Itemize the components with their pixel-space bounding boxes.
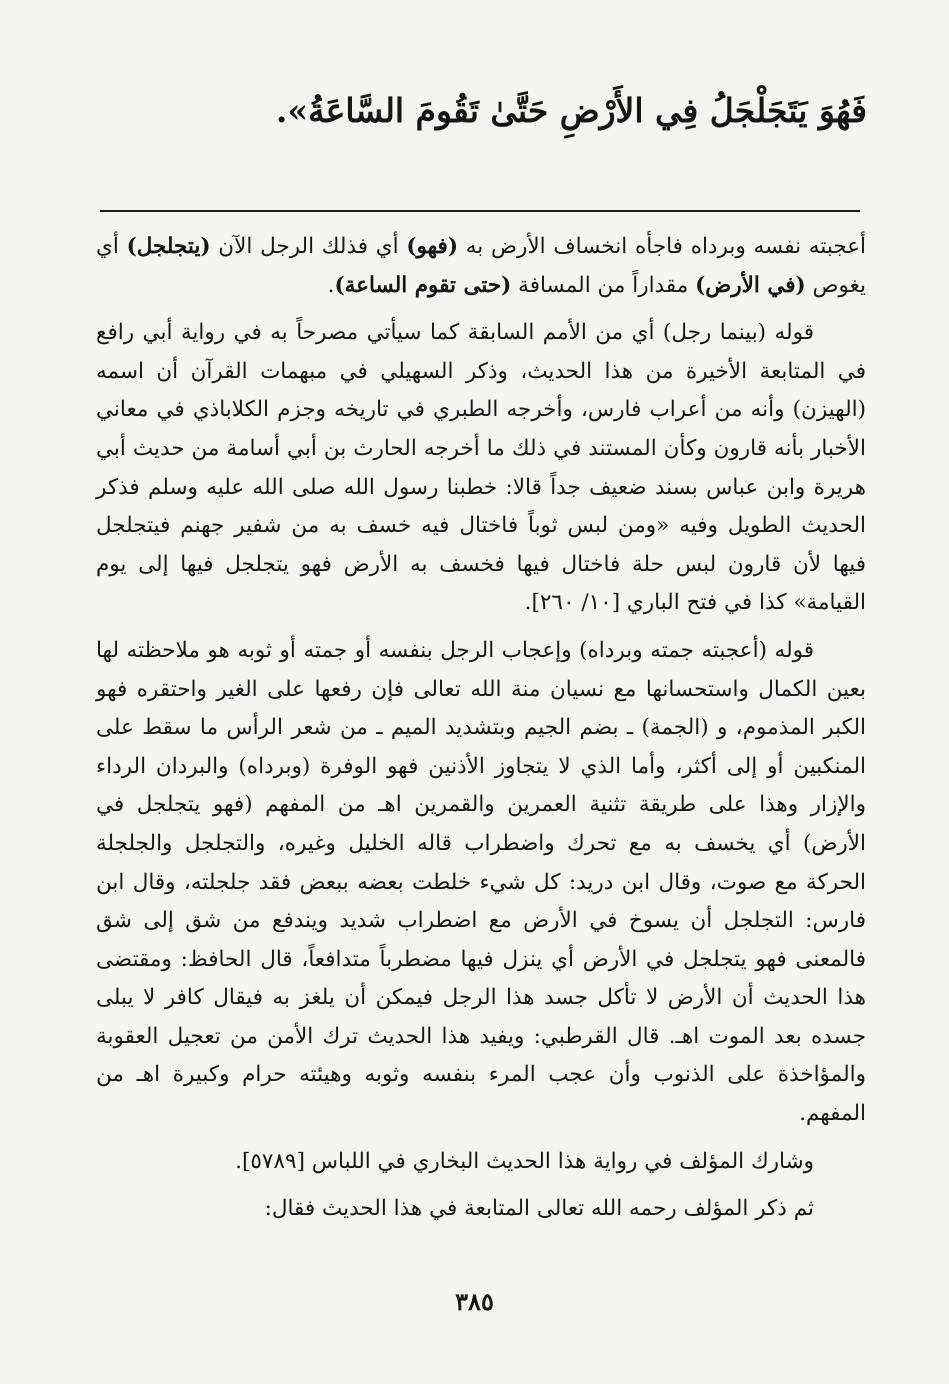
- paragraph-5: ثم ذكر المؤلف رحمه الله تعالى المتابعة في هذا الحديث فقال:: [264, 1196, 814, 1222]
- text-span: .: [327, 272, 335, 298]
- paragraph-2: قوله (بينما رجل) أي من الأمم السابقة كما سيأتي مصرحاً به في رواية أبي رافع في المتابعة الأخيرة من هذا الحديث، وذكر السهيلي في مبهمات القرآن أن اسمه (الهيزن) وأنه من أعراب فارس، وأخرجه الطبري في تاريخه وجزم الكلاباذي في معاني الأخبار بأنه قارون وكأن المستند في ذلك ما أخرجه الحارث بن أبي أسامة من حديث أبي هريرة وابن عباس بسند ضعيف جداً قالا: خطبنا رسول الله صلى الله عليه وسلم فذكر الحديث الطويل وفيه «ومن لبس ثوباً فاختال فيه خسف به من شفير جهنم فيتجلجل فيها لأن قارون لبس حلة فاختال فيها فخسف به الأرض فهو يتجلجل فيها إلى يوم القيامة» كذا في فتح الباري [١٠/ ٢٦٠].: [96, 320, 867, 616]
- paragraph-1: [96, 228, 866, 305]
- page-number: ٣٨٥: [455, 1287, 494, 1316]
- paragraph-3: قوله (أعجبته جمته وبرداه) وإعجاب الرجل بنفسه أو جمته أو ثوبه هو ملاحظته لها بعين الكمال واستحسانها مع نسيان منة الله تعالى فإن رفعها على الغير واحتقره فهو الكبر المذموم، و (الجمة) ـ بضم الجيم وبتشديد الميم ـ من شعر الرأس ما سقط على المنكبين أو إلى أكثر، وأما الذي لا يتجاوز الأذنين فهو الوفرة (وبرداه) والبردان الرداء والإزار وهذا على طريقة تثنية العمرين والقمرين اهـ من المفهم (فهو يتجلجل في الأرض) أي يخسف به مع تحرك واضطراب قاله الخليل وغيره، والتجلجل والجلجلة الحركة مع صوت، وقال ابن دريد: كل شيء خلطت بعضه ببعض فقد جلجلته، وقال ابن فارس: التجلجل أن يسوخ في الأرض مع اضطراب شديد ويندفع من شق إلى شق فالمعنى فهو يتجلجل في الأرض أي ينزل فيها مضطرباً متدافعاً، قال الحافظ: ومقتضى هذا الحديث أن الأرض لا تأكل جسد هذا الرجل فيمكن أن يلغز به فيقال كافر لا يبلى جسده بعد الموت اهـ. قال القرطبي: ويفيد هذا الحديث ترك الأمن من تعجيل العقوبة والمؤاخذة على الذنوب وأن عجب المرء بنفسه وثوبه وهيئته حرام وكبيرة اهـ من المفهم.: [96, 637, 866, 1127]
- text-span: أي فذلك الرجل الآن: [210, 234, 407, 259]
- hadith-text-heading: فَهُوَ يَتَجَلْجَلُ فِي الأَرْضِ حَتَّىٰ تَقُومَ السَّاعَةُ».: [275, 91, 867, 130]
- bold-term: (في الأرض): [695, 272, 806, 298]
- separator-rule: [100, 210, 860, 212]
- bold-term: (حتى تقوم الساعة): [334, 272, 512, 298]
- text-span: أي يغوص: [96, 234, 866, 298]
- paragraph-4: وشارك المؤلف في رواية هذا الحديث البخاري في اللباس [٥٧٨٩].: [235, 1148, 814, 1174]
- bold-term: (يتجلجل): [126, 234, 211, 259]
- bold-term: (فهو): [406, 234, 458, 259]
- text-span: مقداراً من المسافة: [511, 272, 696, 298]
- commentary-body: [96, 228, 866, 1238]
- text-span: أعجبته نفسه وبرداه فاجأه انخساف الأرض به: [458, 234, 866, 259]
